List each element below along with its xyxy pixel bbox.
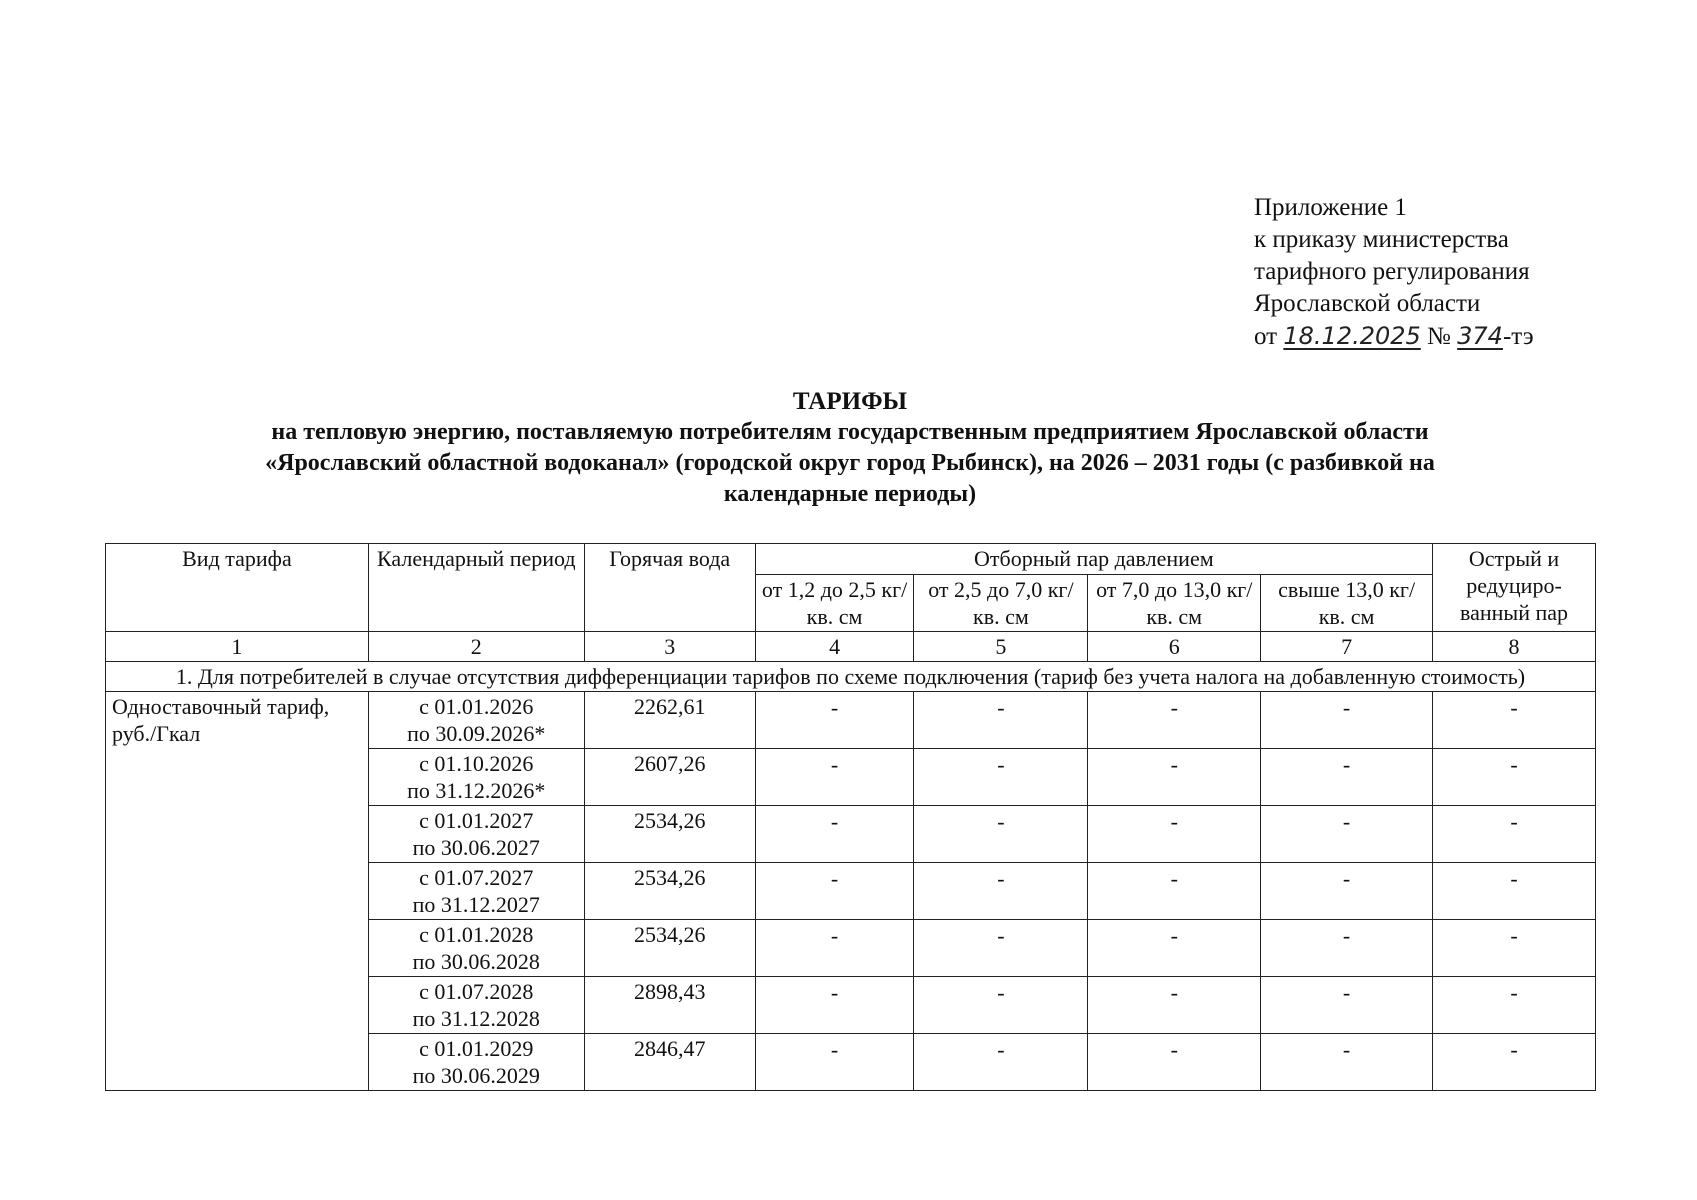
period-cell <box>368 1034 584 1091</box>
period-to: по 30.06.2027 <box>412 835 540 860</box>
title-line-1: на тепловую энергию, поставляемую потребителям государственным предприятием Ярославской области <box>271 419 1429 445</box>
steam-1-value: - <box>755 1034 914 1091</box>
document-title <box>120 386 1580 510</box>
header-pressure-4: свыше 13,0 кг/ кв. см <box>1261 575 1433 632</box>
section-row <box>106 662 1596 692</box>
steam-4-value: - <box>1261 977 1433 1034</box>
period-from: с 01.01.2026 <box>419 694 534 719</box>
hot-water-value: 2534,26 <box>584 863 755 920</box>
column-number: 4 <box>755 632 914 662</box>
steam-4-value: - <box>1261 920 1433 977</box>
column-number: 8 <box>1433 632 1596 662</box>
appendix-block <box>1254 192 1534 353</box>
title-line-3: календарные периоды) <box>723 481 977 507</box>
period-cell <box>368 863 584 920</box>
sharp-steam-value: - <box>1433 692 1596 749</box>
steam-3-value: - <box>1088 863 1261 920</box>
hot-water-value: 2898,43 <box>584 977 755 1034</box>
period-from: с 01.01.2027 <box>419 808 534 833</box>
header-period: Календарный период <box>368 544 584 632</box>
steam-2-value: - <box>914 977 1088 1034</box>
header-row-1 <box>106 544 1596 575</box>
steam-1-value: - <box>755 692 914 749</box>
period-from: с 01.07.2028 <box>419 979 534 1004</box>
order-number-sign: № <box>1427 323 1451 350</box>
column-number: 2 <box>368 632 584 662</box>
steam-3-value: - <box>1088 920 1261 977</box>
hot-water-value: 2534,26 <box>584 920 755 977</box>
tariff-table <box>105 543 1596 1091</box>
period-to: по 30.09.2026* <box>407 721 546 746</box>
steam-2-value: - <box>914 1034 1088 1091</box>
column-number: 1 <box>106 632 369 662</box>
period-from: с 01.01.2028 <box>419 922 534 947</box>
header-hot-water: Горячая вода <box>584 544 755 632</box>
steam-3-value: - <box>1088 692 1261 749</box>
steam-2-value: - <box>914 920 1088 977</box>
sharp-steam-value: - <box>1433 920 1596 977</box>
column-number: 3 <box>584 632 755 662</box>
steam-4-value: - <box>1261 806 1433 863</box>
hot-water-value: 2846,47 <box>584 1034 755 1091</box>
steam-2-value: - <box>914 806 1088 863</box>
period-cell <box>368 920 584 977</box>
header-tariff-type: Вид тарифа <box>106 544 369 632</box>
sharp-steam-value: - <box>1433 863 1596 920</box>
header-pressure-1: от 1,2 до 2,5 кг/ кв. см <box>755 575 914 632</box>
sharp-steam-value: - <box>1433 749 1596 806</box>
steam-4-value: - <box>1261 863 1433 920</box>
period-cell <box>368 692 584 749</box>
steam-1-value: - <box>755 863 914 920</box>
period-from: с 01.07.2027 <box>419 865 534 890</box>
steam-3-value: - <box>1088 1034 1261 1091</box>
appendix-line-2: к приказу министерства <box>1254 226 1509 253</box>
appendix-line-4: Ярославской области <box>1254 290 1481 317</box>
tariff-type-cell: Одноставочный тариф, руб./Гкал <box>106 692 369 1091</box>
table-row <box>106 692 1596 749</box>
appendix-line-1: Приложение 1 <box>1254 194 1407 221</box>
sharp-steam-value: - <box>1433 806 1596 863</box>
order-prefix: от <box>1254 323 1278 350</box>
steam-4-value: - <box>1261 1034 1433 1091</box>
title-line-2: «Ярославский областной водоканал» (городской округ город Рыбинск), на 2026 – 2031 годы (с разбивкой на <box>265 450 1435 476</box>
column-number: 6 <box>1088 632 1261 662</box>
steam-2-value: - <box>914 749 1088 806</box>
header-pressure-2: от 2,5 до 7,0 кг/ кв. см <box>914 575 1088 632</box>
appendix-line-3: тарифного регулирования <box>1254 258 1530 285</box>
period-to: по 31.12.2027 <box>412 892 540 917</box>
header-steam: Отборный пар давлением <box>755 544 1432 575</box>
steam-1-value: - <box>755 806 914 863</box>
column-number: 7 <box>1261 632 1433 662</box>
column-number-row <box>106 632 1596 662</box>
steam-1-value: - <box>755 749 914 806</box>
order-suffix: -тэ <box>1502 323 1534 350</box>
period-to: по 31.12.2026* <box>407 778 546 803</box>
period-from: с 01.01.2029 <box>419 1036 534 1061</box>
steam-1-value: - <box>755 977 914 1034</box>
period-cell <box>368 749 584 806</box>
sharp-steam-value: - <box>1433 977 1596 1034</box>
header-pressure-3: от 7,0 до 13,0 кг/ кв. см <box>1088 575 1261 632</box>
steam-4-value: - <box>1261 692 1433 749</box>
steam-2-value: - <box>914 863 1088 920</box>
sharp-steam-value: - <box>1433 1034 1596 1091</box>
hot-water-value: 2607,26 <box>584 749 755 806</box>
steam-4-value: - <box>1261 749 1433 806</box>
hot-water-value: 2534,26 <box>584 806 755 863</box>
steam-1-value: - <box>755 920 914 977</box>
period-to: по 30.06.2028 <box>412 949 540 974</box>
steam-3-value: - <box>1088 806 1261 863</box>
period-to: по 30.06.2029 <box>412 1063 540 1088</box>
period-to: по 31.12.2028 <box>412 1006 540 1031</box>
steam-3-value: - <box>1088 749 1261 806</box>
column-number: 5 <box>914 632 1088 662</box>
order-number: 374 <box>1457 322 1503 350</box>
steam-2-value: - <box>914 692 1088 749</box>
section-title: 1. Для потребителей в случае отсутствия дифференциации тарифов по схеме подключения (тариф без учета налога на добавленную стоимость) <box>106 662 1596 692</box>
title-main: ТАРИФЫ <box>792 388 908 415</box>
period-cell <box>368 806 584 863</box>
steam-3-value: - <box>1088 977 1261 1034</box>
hot-water-value: 2262,61 <box>584 692 755 749</box>
order-date: 18.12.2025 <box>1283 322 1421 350</box>
period-cell <box>368 977 584 1034</box>
header-sharp-steam: Острый и редуциро-ванный пар <box>1433 544 1596 632</box>
appendix-order-line <box>1254 320 1534 353</box>
period-from: с 01.10.2026 <box>419 751 534 776</box>
